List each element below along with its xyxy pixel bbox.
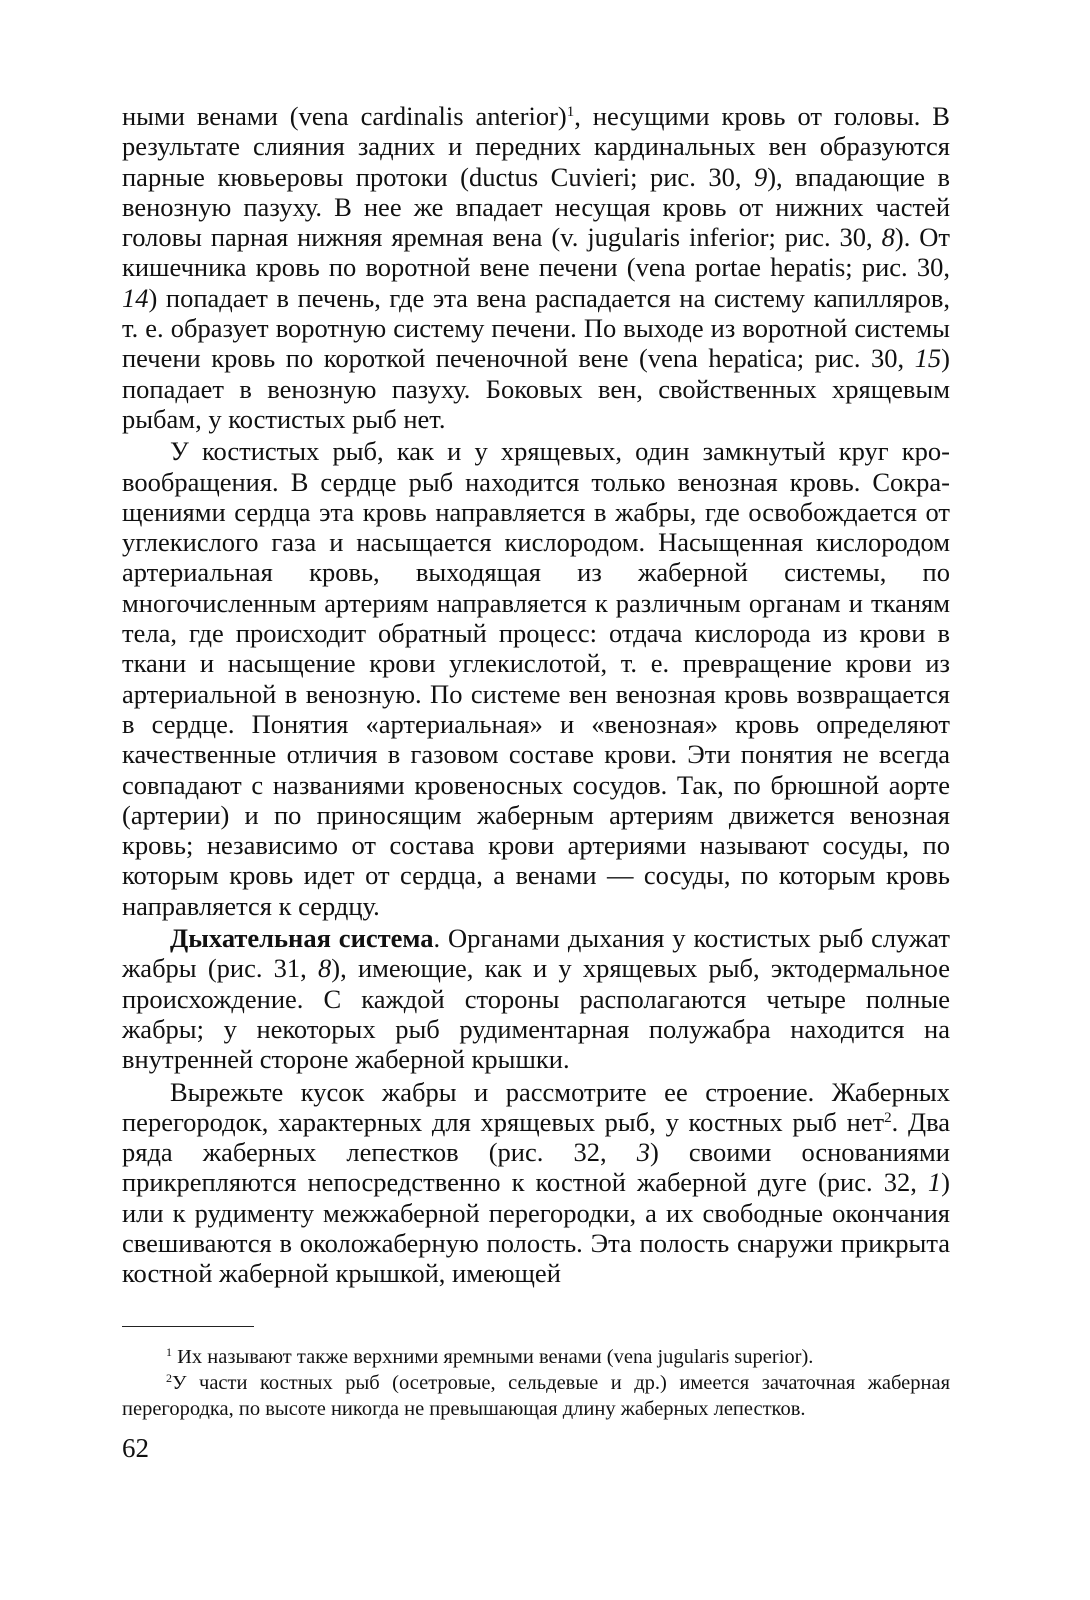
figure-ref-number: 8 (318, 953, 332, 984)
section-heading: Дыхательная система (170, 923, 434, 954)
figure-ref-number: 15 (914, 343, 942, 374)
page-number: 62 (122, 1433, 149, 1463)
paragraph-respiratory-system (122, 923, 950, 1074)
text-segment: ) попадает в печень, где эта вена распадается на систему капилляров, т. е. образует воротную систему печени. По выходе из воротной системы печени кровь по короткой печеночной вене (vena hepatica; рис. 30, (122, 282, 950, 374)
figure-ref-number: 14 (122, 282, 149, 313)
text-segment: . Органами дыхания у костистых рыб служат жабры (рис. 31, (122, 923, 951, 984)
text-segment: . Два ряда жаберных лепестков (рис. 32, (122, 1106, 950, 1168)
footnotes (122, 1344, 950, 1422)
paragraph-gill-structure (122, 1077, 950, 1289)
footnote-mark: 2 (166, 1371, 172, 1385)
figure-ref-number: 3 (636, 1137, 650, 1168)
footnote-mark: 1 (166, 1345, 172, 1359)
footnote-text: Их называют также верхними яремными венами (vena jugularis superior). (177, 1346, 814, 1368)
body-text (122, 101, 950, 1289)
text-segment: ) попадает в венозную пазуху. Боковых вен, свойственных хрящевым рыбам, у костистых рыб нет. (122, 343, 950, 434)
text-segment: ), впадающие в венозную пазуху. В нее же впадает несущая кровь от нижних частей головы парная нижняя яремная вена (v. jugularis inferior; рис. 30, (122, 161, 951, 253)
footnote-text: У части костных рыб (осетровые, сельдевые и др.) имеется зачаточная жаберная перегородка, по высоте никогда не превышающая длину жаберных лепестков. (122, 1372, 950, 1420)
text-segment: , несущими кровь от головы. В результате слияния задних и передних кардинальных вен образуются парные кювьеровы протоки (ductus Cuvieri; рис. 30, (122, 101, 950, 192)
text-segment: ). От кишечника кровь по воротной вене печени (vena portae hepatis; рис. 30, (122, 222, 951, 283)
figure-ref-number: 1 (927, 1167, 942, 1198)
text-segment: ) своими основаниями прикрепляются непосредственно к костной жаберной дуге (рис. 32, (122, 1137, 950, 1198)
text-segment: ), имеющие, как и у хрящевых рыб, эктодермальное происхождение. С каждой стороны располагаются четыре полные жабры; у некоторых рыб рудиментарная полужабра находится на внутренней стороне жаберной крышки. (122, 953, 950, 1075)
paragraph-circulation: У костистых рыб, как и у хрящевых, один замкнутый круг кровообращения. В сердце рыб находится только венозная кровь. Сокращениями сердца эта кровь направляется в жабры, где освобождается от углекислого газа и насыщается кислородом. Насыщенная кислородом артериальная кровь, выходящая из жаберной системы, по многочисленным артериям направляется к различным органам и тканям тела, где происходит обратный процесс: отдача кислорода из крови в ткани и насыщение крови углекислотой, т. е. превращение крови из артериальной в венозную. По системе вен венозная кровь возвращается в сердце. Понятия «артериальная» и «венозная» кровь определяют качественные отличия в газовом составе крови. Эти понятия не всегда совпадают с названиями кровеносных сосудов. Так, по брюшной аорте (артерии) и по приносящим жаберным артериям движется венозная кровь; независимо от состава крови артериями называют сосуды, по которым кровь идет от сердца, а венами — сосуды, по которым кровь направляется к сердцу. (122, 436, 950, 921)
footnote-2 (122, 1370, 950, 1422)
footnote-1 (122, 1344, 950, 1370)
footnote-ref-1: 1 (566, 104, 575, 120)
text-segment: Вырежьте кусок жабры и рассмотрите ее строение. Жаберных перегородок, характерных для хрящевых рыб, у костных рыб нет (122, 1076, 950, 1137)
footnote-separator (122, 1326, 254, 1327)
figure-ref-number: 9 (753, 161, 768, 192)
text-segment: ными венами (vena cardinalis anterior) (122, 101, 567, 131)
text-segment: ) или к рудименту межжаберной перегородки, а их свободные окончания свешиваются в околожаберную полость. Эта полость снаружи прикрыта костной жаберной крышкой, имеющей (122, 1167, 950, 1289)
paragraph-veins (122, 101, 950, 434)
figure-ref-number: 8 (881, 222, 895, 253)
footnote-ref-2: 2 (884, 1109, 892, 1126)
